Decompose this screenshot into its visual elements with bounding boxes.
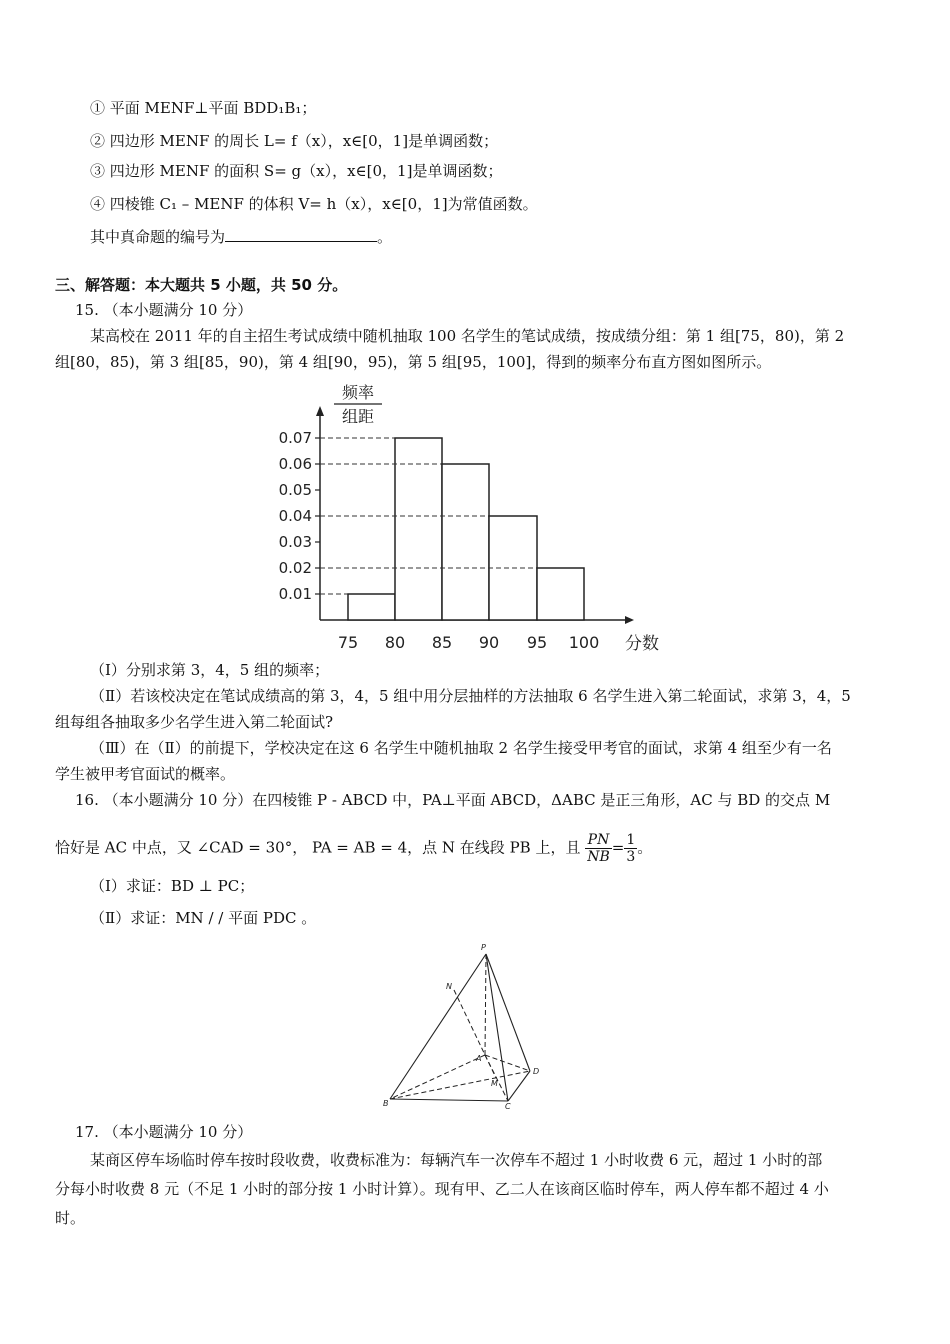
xlabel: 分数: [625, 634, 659, 654]
ratio-value: [624, 832, 637, 865]
label-a: A: [476, 1054, 482, 1063]
q15-part-3-line-1: （Ⅲ）在（Ⅱ）的前提下，学校决定在这 6 名学生中随机抽取 2 名学生接受甲考官的面试，求第 4 组至少有一名: [90, 739, 832, 757]
answer-blank[interactable]: [225, 227, 377, 242]
y-tick-label: 0.01: [278, 585, 312, 603]
diagonal-bd: [390, 1071, 530, 1099]
q16-line-1: 16. （本小题满分 10 分）在四棱锥 P - ABCD 中，PA⊥平面 ABCD，ΔABC 是正三角形，AC 与 BD 的交点 M: [75, 791, 831, 809]
q17-header: 17. （本小题满分 10 分）: [75, 1123, 253, 1141]
y-tick-label: 0.06: [278, 455, 312, 473]
y-axis-arrow: [316, 406, 324, 416]
q14-prompt: [90, 227, 392, 247]
pyramid-figure: [380, 940, 550, 1110]
frequency-histogram: [260, 378, 680, 660]
segment-nm: [454, 990, 496, 1078]
q15-part-2-line-1: （Ⅱ）若该校决定在笔试成绩高的第 3，4，5 组中用分层抽样的方法抽取 6 名学生进入第二轮面试，求第 3，4，5: [90, 687, 851, 705]
statement-1: ① 平面 MENF⊥平面 BDD₁B₁；: [90, 99, 317, 117]
q17-line-3: 时。: [55, 1209, 86, 1227]
edge-pd: [486, 954, 530, 1071]
fraction-denominator: NB: [587, 849, 610, 865]
edge-bc: [390, 1099, 508, 1101]
y-tick-label: 0.05: [278, 481, 312, 499]
x-tick-label: 75: [337, 633, 359, 652]
section-heading: 三、解答题：本大题共 5 小题，共 50 分。: [55, 276, 348, 294]
statement-4: ④ 四棱锥 C₁ – MENF 的体积 V= h（x），x∈[0，1]为常值函数。: [90, 195, 538, 213]
edge-pa: [485, 954, 486, 1055]
histogram-bar: [537, 568, 584, 620]
statement-3: ③ 四边形 MENF 的面积 S= g（x），x∈[0，1]是单调函数；: [90, 162, 503, 180]
q16-part-1: （Ⅰ）求证：BD ⊥ PC；: [90, 877, 255, 895]
label-m: M: [491, 1079, 498, 1088]
statement-2: ② 四边形 MENF 的周长 L= f（x），x∈[0，1]是单调函数；: [90, 132, 499, 150]
q16-line-2: [55, 832, 652, 865]
edge-cd: [508, 1071, 530, 1101]
q15-header: 15. （本小题满分 10 分）: [75, 301, 253, 319]
ylabel-top: 频率: [341, 383, 375, 402]
y-tick-label: 0.02: [278, 559, 312, 577]
y-tick-label: 0.03: [278, 533, 312, 551]
histogram-bar: [395, 438, 442, 620]
value-denominator: 3: [626, 849, 636, 865]
label-p: P: [481, 943, 486, 952]
fraction-equals: =: [611, 838, 625, 857]
label-d: D: [533, 1067, 540, 1076]
q15-body-line-2: 组[80，85)，第 3 组[85，90)，第 4 组[90，95)，第 5 组[95，100]，得到的频率分布直方图如图所示。: [55, 353, 772, 371]
x-tick-label: 90: [478, 633, 500, 652]
x-tick-label: 85: [431, 633, 453, 652]
q15-part-1: （Ⅰ）分别求第 3，4，5 组的频率；: [90, 661, 330, 679]
x-tick-label: 100: [568, 633, 600, 652]
histogram-bar: [442, 464, 489, 620]
ylabel-bottom: 组距: [341, 407, 375, 426]
q14-prompt-end: 。: [377, 228, 393, 246]
x-tick-label: 95: [526, 633, 548, 652]
q14-prompt-text: 其中真命题的编号为: [90, 228, 226, 246]
q16-part-2: （Ⅱ）求证：MN / / 平面 PDC 。: [90, 909, 317, 927]
x-axis-arrow: [625, 616, 634, 624]
q16-line-2-text: 恰好是 AC 中点，又 ∠CAD = 30°， PA = AB = 4，点 N 在线段 PB 上，且: [55, 838, 581, 857]
value-numerator: 1: [626, 832, 636, 848]
histogram-bar: [348, 594, 395, 620]
label-c: C: [505, 1102, 511, 1110]
q15-part-3-line-2: 学生被甲考官面试的概率。: [55, 765, 236, 783]
fraction-numerator: PN: [585, 832, 612, 849]
label-b: B: [383, 1099, 389, 1108]
x-tick-label: 80: [384, 633, 406, 652]
q17-line-1: 某商区停车场临时停车按时段收费，收费标准为：每辆汽车一次停车不超过 1 小时收费 6 元，超过 1 小时的部: [90, 1151, 823, 1169]
q16-line-2-end: 。: [637, 838, 653, 857]
ratio-fraction: [585, 832, 612, 865]
q17-line-2: 分每小时收费 8 元（不足 1 小时的部分按 1 小时计算）。现有甲、乙二人在该商区临时停车，两人停车都不超过 4 小: [55, 1180, 829, 1198]
label-n: N: [446, 982, 452, 991]
y-tick-label: 0.07: [278, 429, 312, 447]
edge-ad: [485, 1055, 530, 1071]
q15-body-line-1: 某高校在 2011 年的自主招生考试成绩中随机抽取 100 名学生的笔试成绩，按成绩分组：第 1 组[75，80)，第 2: [90, 327, 845, 345]
q15-part-2-line-2: 组每组各抽取多少名学生进入第二轮面试?: [55, 713, 334, 731]
y-tick-label: 0.04: [278, 507, 312, 525]
